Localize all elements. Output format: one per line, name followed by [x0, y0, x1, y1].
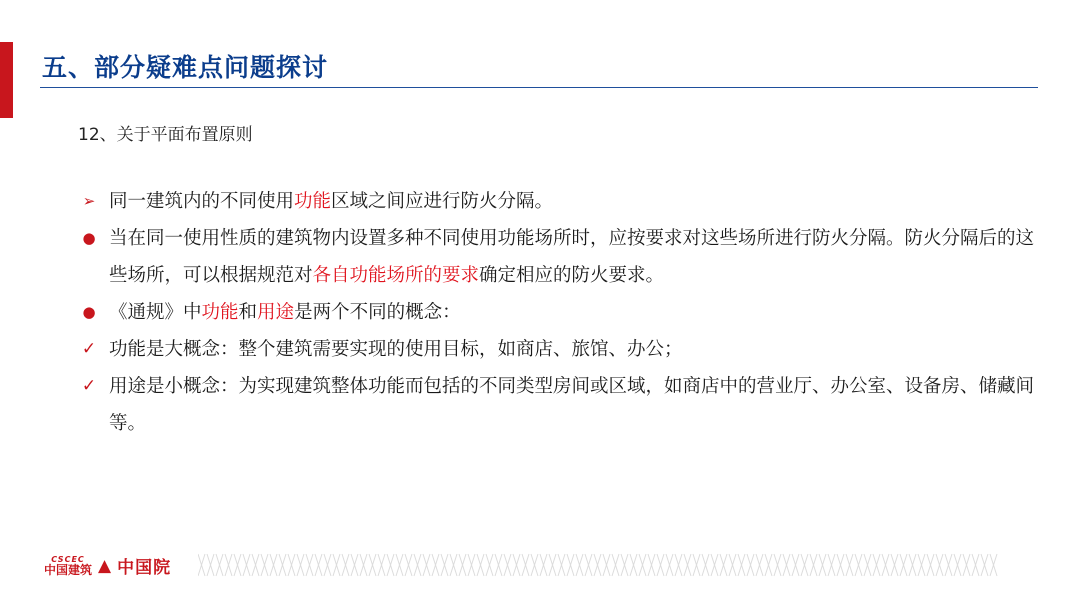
highlight-text: 功能 [294, 191, 332, 212]
title-divider [40, 87, 1038, 88]
bullet-text: 当在同一使用性质的建筑物内设置多种不同使用功能场所时，应按要求对这些场所进行防火分隔。防火分隔后的这些场所，可以根据规范对 [109, 228, 1035, 286]
cscec-logo [44, 556, 92, 576]
bullet-text: 确定相应的防火要求。 [479, 265, 665, 286]
footer-logo [44, 553, 171, 578]
check-bullet-icon: ✓ [81, 339, 97, 359]
bullet-list [78, 183, 1038, 442]
bullet-text: 用途是小概念：为实现建筑整体功能而包括的不同类型房间或区域，如商店中的营业厅、办公室、设备房、储藏间等。 [109, 376, 1035, 434]
bullet-item [78, 183, 1038, 220]
highlight-text: 功能 [201, 302, 239, 323]
triangle-logo-icon: ▲ [98, 555, 112, 576]
page-title: 五、部分疑难点问题探讨 [42, 53, 329, 82]
logo-en-text: CSCEC [51, 554, 85, 564]
bullet-item [78, 368, 1038, 442]
bullet-text: 功能是大概念：整个建筑需要实现的使用目标，如商店、旅馆、办公； [109, 339, 683, 360]
bullet-item [78, 220, 1038, 294]
bullet-item [78, 294, 1038, 331]
bullet-text: 同一建筑内的不同使用 [109, 191, 295, 212]
highlight-text: 用途 [257, 302, 295, 323]
bullet-item [78, 331, 1038, 368]
logo-cn-text: 中国建筑 [44, 562, 93, 577]
section-subtitle: 12、关于平面布置原则 [78, 125, 253, 145]
bullet-text: 《通规》中 [109, 302, 202, 323]
logo-cn2-text: 中国院 [117, 558, 172, 578]
dot-bullet-icon: ● [82, 303, 96, 321]
arrow-bullet-icon: ➢ [82, 192, 96, 210]
bullet-text: 和 [238, 302, 258, 323]
red-accent-tab [0, 42, 13, 118]
highlight-text: 各自功能场所的要求 [312, 265, 480, 286]
check-bullet-icon: ✓ [81, 376, 97, 396]
bullet-text: 是两个不同的概念： [294, 302, 461, 323]
dot-bullet-icon: ● [82, 229, 96, 247]
footer-pattern [198, 552, 998, 578]
bullet-text: 区域之间应进行防火分隔。 [331, 191, 554, 212]
